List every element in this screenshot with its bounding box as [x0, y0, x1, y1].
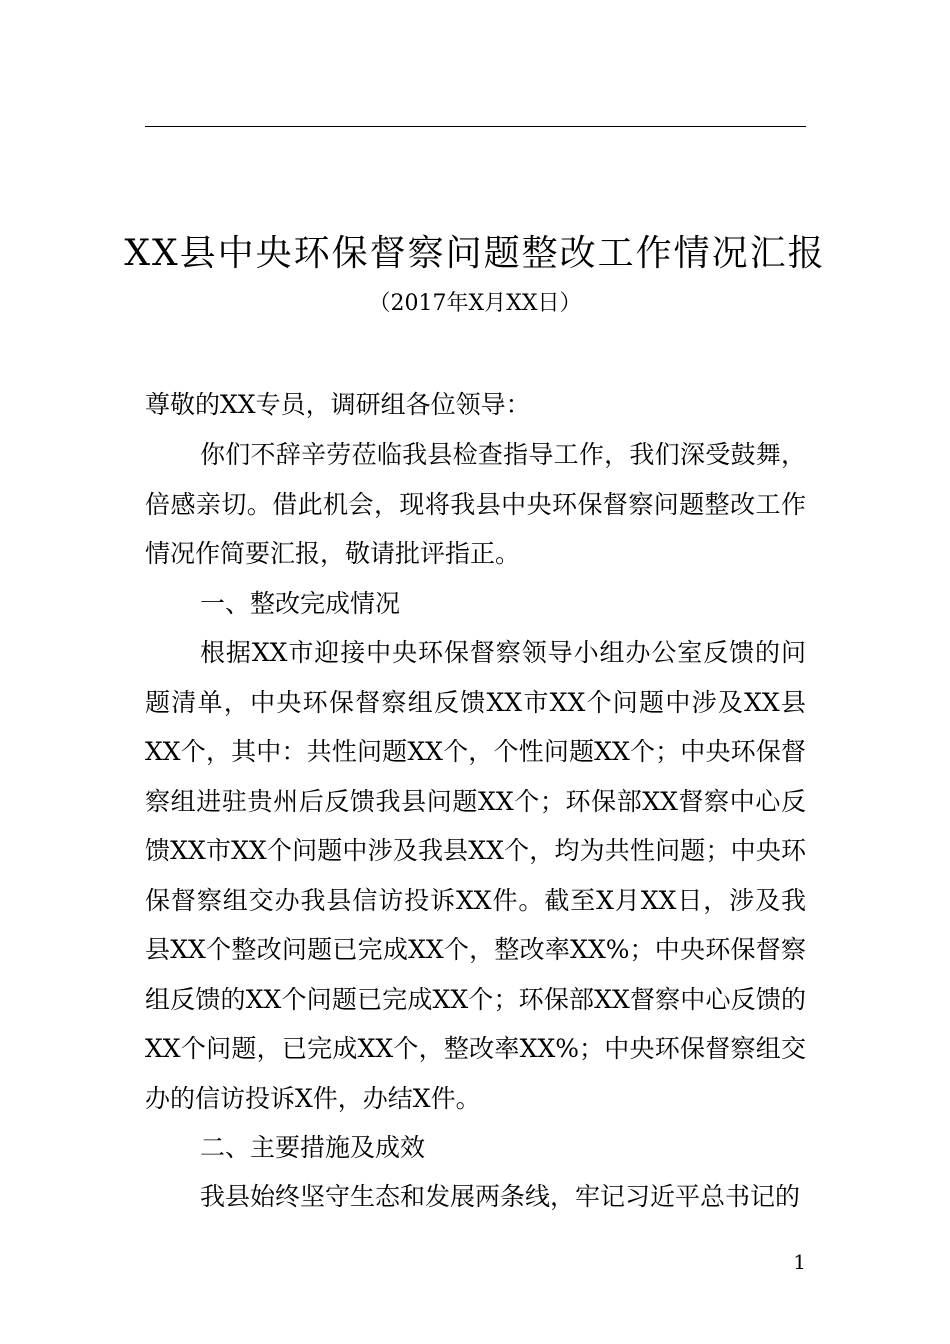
header-rule: [145, 126, 806, 127]
paragraph-measures: 我县始终坚守生态和发展两条线，牢记习近平总书记的: [200, 1182, 801, 1211]
document-title: XX县中央环保督察问题整改工作情况汇报: [124, 233, 826, 274]
document-date: （2017年X月XX日）: [368, 291, 582, 316]
paragraph-intro: 你们不辞辛劳莅临我县检查指导工作，我们深受鼓舞，倍感亲切。借此机会，现将我县中央环保督察问题整改工作情况作简要汇报，敬请批评指正。: [145, 440, 806, 568]
salutation: 尊敬的XX专员，调研组各位领导：: [145, 390, 531, 419]
page-number: 1: [793, 1250, 806, 1274]
section-heading-1: 一、整改完成情况: [200, 589, 401, 618]
paragraph-completion: 根据XX市迎接中央环保督察领导小组办公室反馈的问题清单，中央环保督察组反馈XX市XX个问题中涉及XX县XX个，其中：共性问题XX个，个性问题XX个；中央环保督察组进驻贵州后反馈我县问题XX个；环保部XX督察中心反馈XX市XX个问题中涉及我县XX个，均为共性问题；中央环保督察组交办我县信访投诉XX件。截至X月XX日，涉及我县XX个整改问题已完成XX个，整改率XX%；中央环保督察组反馈的XX个问题已完成XX个；环保部XX督察中心反馈的XX个问题，已完成XX个，整改率XX%；中央环保督察组交办的信访投诉X件，办结X件。: [145, 638, 806, 1113]
section-heading-2: 二、主要措施及成效: [200, 1133, 426, 1162]
